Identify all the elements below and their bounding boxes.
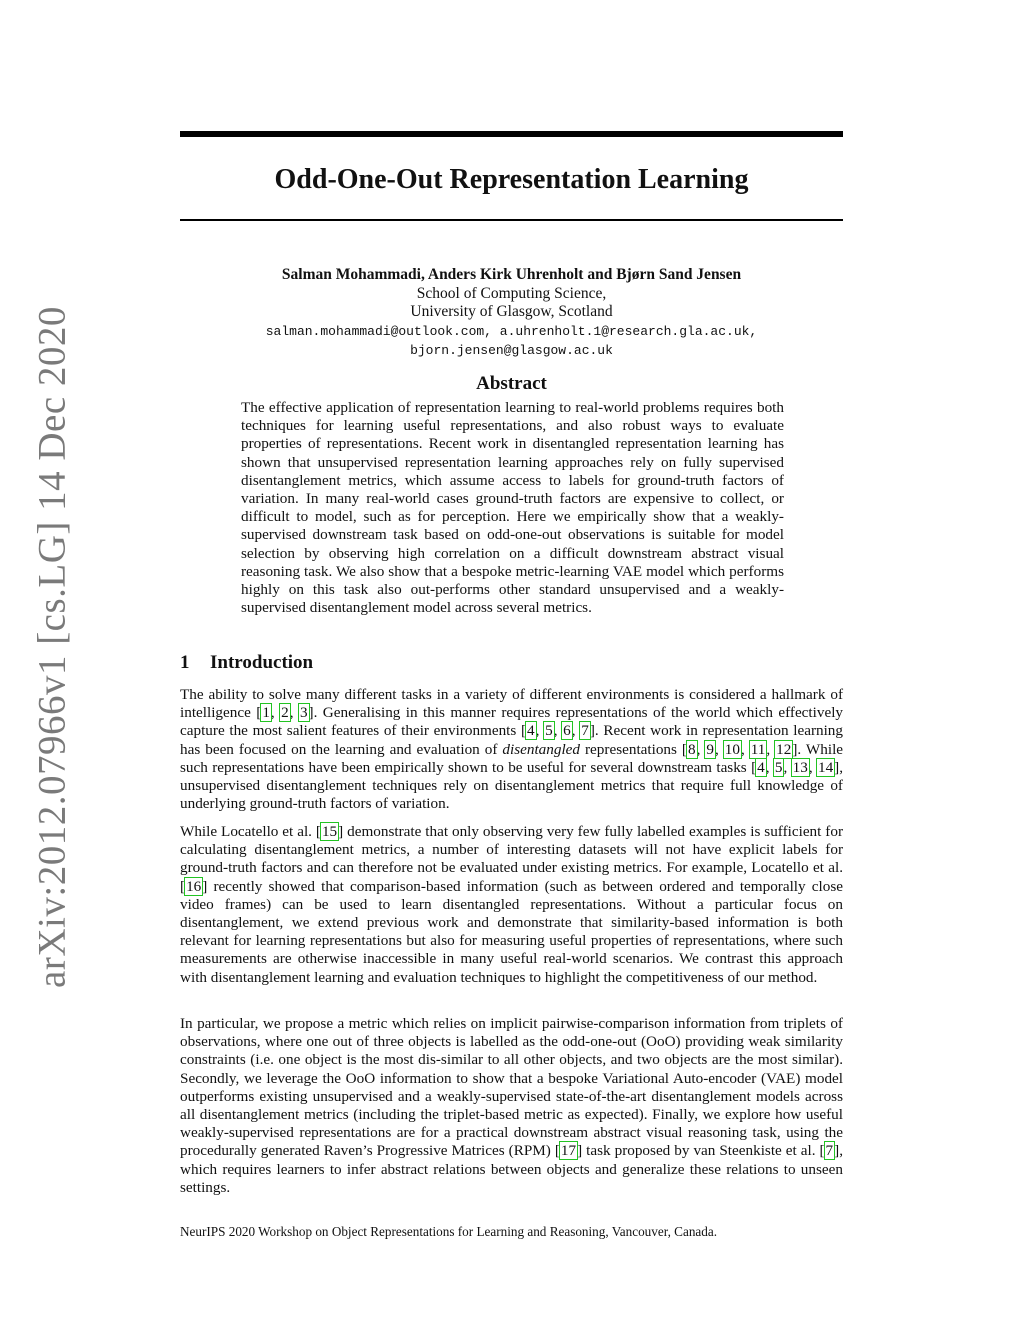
affiliation-line-2: University of Glasgow, Scotland <box>410 303 613 320</box>
citation-link[interactable]: 15 <box>321 823 338 840</box>
paragraph-text: While Locatello et al. [ <box>180 823 321 840</box>
citation-link[interactable]: 6 <box>563 722 571 740</box>
citation-link[interactable]: 16 <box>186 877 202 895</box>
citation-link[interactable]: 12 <box>776 740 792 758</box>
paragraph-text: ]. Recent work in representation learning has been focused on the learning and evaluation of <box>180 722 843 758</box>
author-emails-line-2: bjorn.jensen@glasgow.ac.uk <box>410 342 613 358</box>
paragraph-text: ] recently showed that comparison-based information (such as between ordered and temporally close video frames) can be used to learn disentangled representations. Without a particular focus on disentanglement, we extend previous work and demonstrate that similarity-based information is both relevant for learning representations but also for measuring useful properties of representations, where such measurements are otherwise inaccessible in many useful real-world scenarios. We contrast this approach with disentanglement learning and evaluation techniques to highlight the competitiveness of our method. <box>180 877 843 986</box>
section-title: Introduction <box>210 652 314 673</box>
citation-separator: , <box>289 704 299 722</box>
citation-link[interactable]: 11 <box>750 740 766 758</box>
citation-separator: , <box>766 740 776 758</box>
paragraph-text: representations [ <box>580 740 687 758</box>
citation-link[interactable]: 2 <box>281 704 289 722</box>
citation-link[interactable]: 5 <box>774 758 783 776</box>
citation-link[interactable]: 10 <box>724 740 740 758</box>
paragraph-text: ], unsupervised disentanglement techniques rely on disentanglement metrics that require full knowledge of underlying ground-truth factors of variation. <box>180 758 844 813</box>
citation-separator: , <box>740 740 750 758</box>
citation-link[interactable]: 1 <box>262 704 270 722</box>
citation-separator: , <box>553 722 563 740</box>
citation-separator: , <box>571 722 581 740</box>
author-names: Salman Mohammadi, Anders Kirk Uhrenholt and Bjørn Sand Jensen <box>281 266 742 283</box>
abstract-heading: Abstract <box>476 373 547 394</box>
paragraph-text: The ability to solve many different tasks in a variety of different environments is considered a hallmark of intelligence [ <box>180 686 843 722</box>
citation-link[interactable]: 5 <box>545 722 553 740</box>
citation-separator: , <box>535 722 545 740</box>
author-block <box>180 266 843 360</box>
arxiv-identifier-stamp: arXiv:2012.07966v1 [cs.LG] 14 Dec 2020 <box>30 306 74 988</box>
paragraph-text: ], which requires learners to infer abstract relations between objects and generalize these relations to unseen settings. <box>180 1142 843 1196</box>
venue-footnote: NeurIPS 2020 Workshop on Object Representations for Learning and Reasoning, Vancouver, Canada. <box>180 1224 718 1239</box>
affiliation-line-1: School of Computing Science, <box>416 284 607 302</box>
citation-link[interactable]: 4 <box>757 758 765 776</box>
section-heading-introduction <box>180 651 313 675</box>
citation-link[interactable]: 4 <box>527 722 535 740</box>
paragraph-text: ]. While such representations have been empirically shown to be useful for several downstream tasks [ <box>180 740 844 776</box>
title-bottom-rule <box>180 219 843 221</box>
citation-link[interactable]: 14 <box>817 758 834 776</box>
citation-separator: , <box>714 740 724 758</box>
citation-separator: , <box>696 740 706 758</box>
section-number: 1 <box>180 652 190 673</box>
paper-title: Odd-One-Out Representation Learning <box>274 164 749 195</box>
citation-link[interactable]: 3 <box>299 704 308 722</box>
citation-link[interactable]: 9 <box>706 740 714 758</box>
citation-link[interactable]: 8 <box>687 740 696 758</box>
paragraph-text: In particular, we propose a metric which relies on implicit pairwise-comparison information from triplets of observations, where one out of three objects is labelled as the odd-one-out (OoO) providing weak similarity constraints (i.e. one object is the most dis-similar to all other objects, and two objects are the most similar). Secondly, we leverage the OoO information to show that a bespoke Variational Auto-encoder (VAE) model outperforms existing unsupervised and a weakly-supervised state-of-the-art disentanglement models across all disentanglement metrics (including the triplet-based metric as expected). Finally, we explore how useful weakly-supervised representations are for a practical downstream abstract visual reasoning task, using the procedurally generated Raven’s Progressive Matrices (RPM) [ <box>180 1015 843 1160</box>
citation-link[interactable]: 17 <box>560 1142 577 1160</box>
citation-separator: , <box>808 758 817 776</box>
paragraph-text: ] demonstrate that only observing very few fully labelled examples is sufficient for calculating disentanglement metrics, a number of interesting datasets will not have explicit labels for ground-truth factors and can therefore not be evaluated under existing metrics. For example, Locatello et al. [ <box>180 823 844 895</box>
intro-paragraph-3 <box>180 1015 843 1197</box>
intro-paragraph-2 <box>180 823 843 987</box>
paragraph-text: ] task proposed by van Steenkiste et al. [ <box>577 1142 825 1160</box>
citation-separator: , <box>783 758 792 776</box>
intro-paragraph-1 <box>180 686 843 813</box>
title-top-rule <box>180 131 843 137</box>
citation-separator: , <box>765 758 774 776</box>
paragraph-text: ]. Generalising in this manner requires representations of the world which effectively capture the most salient features of their environments [ <box>180 704 844 740</box>
citation-link[interactable]: 13 <box>792 758 808 776</box>
citation-link[interactable]: 7 <box>825 1142 834 1160</box>
citation-separator: , <box>270 704 281 722</box>
author-emails-line-1: salman.mohammadi@outlook.com, a.uhrenholt.1@research.gla.ac.uk, <box>265 323 758 339</box>
abstract-text: The effective application of representation learning to real-world problems requires both techniques for learning useful representations, and also robust ways to evaluate properties of representations. Recent work in disentangled representation learning has shown that unsupervised representation learning approaches rely on fully supervised disentanglement metrics, which assume access to labels for ground-truth factors of variation. In many real-world cases ground-truth factors are expensive to collect, or difficult to model, such as for perception. Here we empirically show that a weakly-supervised downstream task based on odd-one-out observations is suitable for model selection by observing high correlation on a difficult downstream abstract visual reasoning task. We also show that a bespoke metric-learning VAE model which performs highly on this task also out-performs other standard unsupervised and a weakly-supervised disentanglement model across several metrics. <box>241 399 784 617</box>
emphasized-term: disentangled <box>502 740 581 758</box>
citation-link[interactable]: 7 <box>581 722 589 740</box>
